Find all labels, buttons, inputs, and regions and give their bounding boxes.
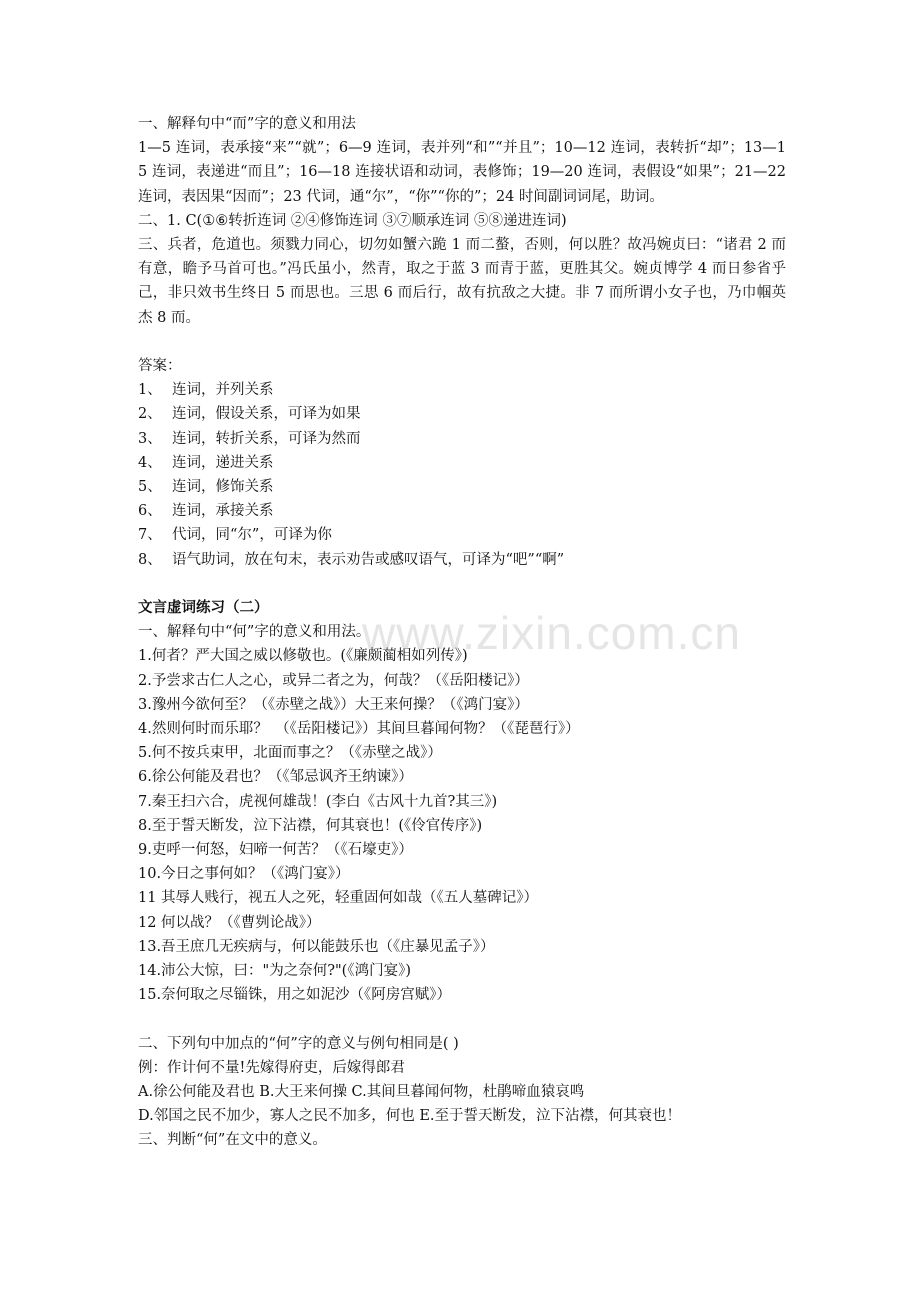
answer-number: 2、: [138, 406, 162, 423]
list-item: 6.徐公何能及君也？（《邹忌讽齐王纳谏》）: [138, 769, 413, 786]
list-item: 14.沛公大惊，曰："为之奈何?"(《鸿门宴》): [138, 963, 411, 980]
list-item: [138, 451, 786, 475]
section2-heading: 二、下列句中加点的“何”字的意义与例句相同是( ): [138, 1035, 459, 1052]
section2-options-de: D.邻国之民不加少，寡人之民不加多，何也 E.至于誓天断发，泣下沾襟，何其衰也！: [138, 1108, 682, 1125]
spacer: [138, 1007, 786, 1031]
list-item: 15.奈何取之尽锱铢，用之如泥沙（《阿房宫赋》）: [138, 987, 452, 1004]
list-item: [138, 499, 786, 523]
answer-text: 连词，递进关系: [172, 454, 274, 471]
list-item: 13.吾王庶几无疾病与，何以能鼓乐也（《庄暴见孟子》）: [138, 938, 495, 955]
answer-number: 7、: [138, 527, 162, 544]
answer-text: 连词，并列关系: [172, 382, 274, 399]
list-item: 5.何不按兵束甲，北面而事之？（《赤壁之战》）: [138, 745, 442, 762]
spacer: [138, 330, 786, 354]
list-item: 3.豫州今欲何至？（《赤壁之战》）大王来何操？（《鸿门宴》）: [138, 696, 529, 713]
list-item: 7.秦王扫六合，虎视何雄哉！(李白《古风十九首?其三》): [138, 793, 498, 810]
section1-heading: 一、解释句中“而”字的意义和用法: [138, 116, 356, 132]
section1-body: 1—5 连词，表承接“来”“就”；6—9 连词，表并列“和”“并且”；10—12 连词，表转折“却”；13—15 连词，表递进“而且”；16—18 连接状语和动词，表修饰；19—20 连词，表假设“如果”；21—22 连词，表因果“因而”；23 代词，通“尔”，“你”“你的”；24 时间副词词尾，助词。: [138, 140, 786, 205]
section2-example: 例：作计何不量!先嫁得府吏，后嫁得郎君: [138, 1059, 405, 1076]
list-item: 9.吏呼一何怒，妇啼一何苦？（《石壕吏》）: [138, 842, 413, 859]
answers-list: [138, 378, 786, 572]
watermark: www.zixin.com.cn: [362, 607, 741, 659]
list-item: [138, 402, 786, 426]
exercise2-title: 文言虚词练习（二）: [138, 600, 269, 617]
answer-text: 连词，修饰关系: [172, 479, 274, 496]
answer-text: 语气助词，放在句末，表示劝告或感叹语气，可译为“吧”“啊”: [172, 551, 565, 568]
list-item: [138, 427, 786, 451]
section1-q2: 二、1. C(①⑥转折连词 ②④修饰连词 ③⑦顺承连词 ⑤⑧递进连词): [138, 212, 567, 229]
answer-text: 代词，同“尔”，可译为你: [172, 527, 332, 544]
document-page: [138, 112, 786, 1153]
spacer: [138, 572, 786, 596]
answer-number: 4、: [138, 454, 162, 471]
answer-text: 连词，承接关系: [172, 503, 274, 520]
list-item: [138, 548, 786, 572]
list-item: 8.至于誓天断发，泣下沾襟，何其衰也！(《伶官传序》): [138, 817, 483, 834]
exercise2-heading: 一、解释句中“何”字的意义和用法。: [138, 624, 371, 641]
answers-title: 答案：: [138, 358, 182, 375]
list-item: 10.今日之事何如？（《鸿门宴》）: [138, 866, 350, 883]
answer-text: 连词，假设关系，可译为如果: [172, 406, 361, 423]
answer-number: 6、: [138, 503, 162, 520]
section3-heading: 三、判断“何”在文中的意义。: [138, 1132, 327, 1149]
answer-number: 1、: [138, 382, 162, 399]
list-item: 2.予尝求古仁人之心，或异二者之为，何哉？（《岳阳楼记》）: [138, 672, 529, 689]
list-item: 11 其辱人贱行，视五人之死，轻重固何如哉（《五人墓碑记》）: [138, 890, 539, 907]
list-item: 1.何者？严大国之威以修敬也。(《廉颇蔺相如列传》): [138, 648, 468, 665]
list-item: [138, 523, 786, 547]
list-item: [138, 475, 786, 499]
list-item: 4.然则何时而乐耶？ （《岳阳楼记》）其间旦暮闻何物？（《琵琶行》）: [138, 721, 580, 738]
answer-text: 连词，转折关系，可译为然而: [172, 430, 361, 447]
list-item: 12 何以战？（《曹刿论战》）: [138, 914, 321, 931]
answer-number: 3、: [138, 430, 162, 447]
answer-number: 5、: [138, 479, 162, 496]
section2-options-abc: A.徐公何能及君也 B.大王来何操 C.其间旦暮闻何物，杜鹃啼血猿哀鸣: [138, 1084, 585, 1101]
section1-q3: 三、兵者，危道也。须戮力同心，切勿如蟹六跪 1 而二螯，否则，何以胜？故冯婉贞曰：“诸君 2 而有意，瞻予马首可也。”冯氏虽小，然青，取之于蓝 3 而青于蓝，更胜其父。婉贞博学 4 而日参省乎己，非只效书生终日 5 而思也。三思 6 而后行，故有抗敌之大捷。非 7 而所谓小女子也，乃巾帼英杰 8 而。: [138, 237, 786, 326]
exercise2-list: [138, 644, 786, 1007]
answer-number: 8、: [138, 551, 162, 568]
list-item: [138, 378, 786, 402]
